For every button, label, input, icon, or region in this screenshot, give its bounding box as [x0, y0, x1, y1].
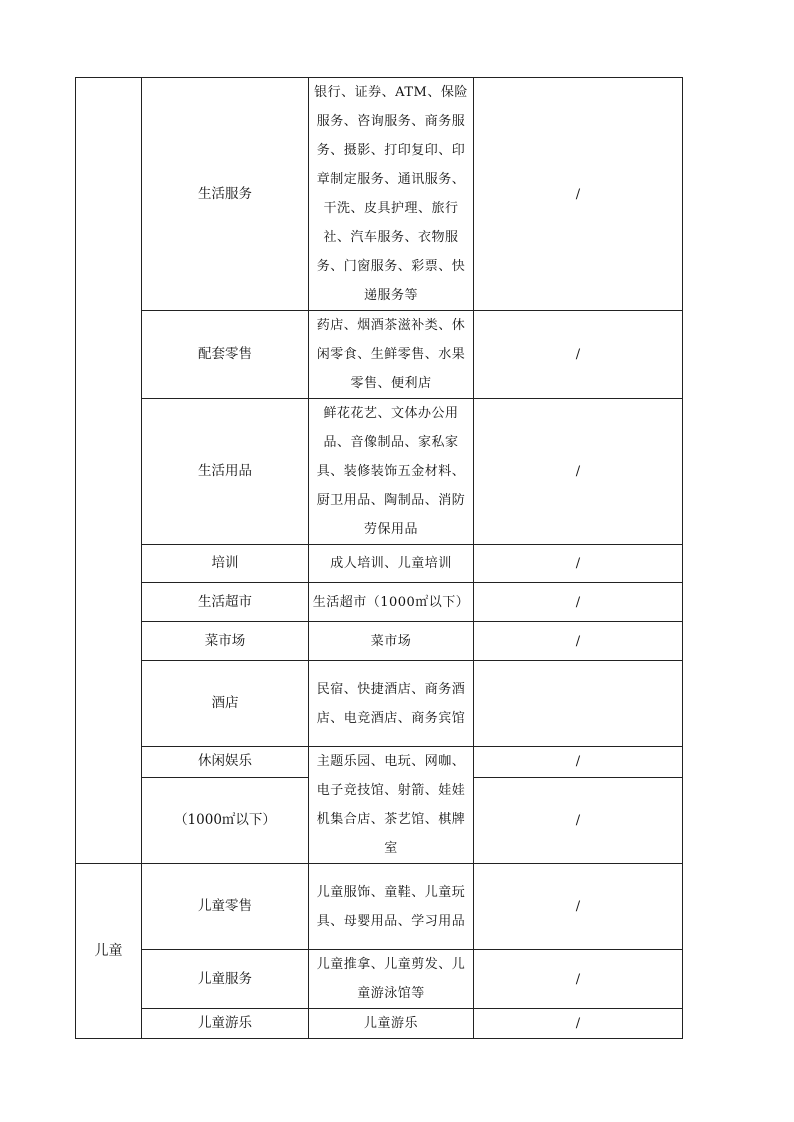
category-cell-children: 儿童: [76, 864, 142, 1039]
remark-cell: /: [474, 399, 683, 545]
business-type-cell: 生活用品: [142, 399, 309, 545]
business-desc-cell: [309, 1009, 474, 1039]
remark-cell: /: [474, 78, 683, 311]
business-desc-text: 鲜花花艺、文体办公用品、音像制品、家私家具、装修装饰五金材料、厨卫用品、陶制品、消防劳保用品: [316, 406, 466, 537]
business-type-cell: 儿童零售: [142, 864, 309, 950]
business-type-cell: 生活服务: [142, 78, 309, 311]
business-desc-text: 生活超市（1000㎡以下）: [312, 594, 470, 610]
business-desc-cell: [309, 864, 474, 950]
table-row: [76, 864, 683, 950]
remark-cell: /: [474, 311, 683, 399]
table-row: [76, 78, 683, 311]
table-row: [76, 747, 683, 778]
category-cell-top: [76, 78, 142, 864]
business-desc-text: 成人培训、儿童培训: [330, 556, 452, 571]
table-row: [76, 583, 683, 622]
table-row: [76, 950, 683, 1009]
business-desc-cell: [309, 399, 474, 545]
table-row: [76, 545, 683, 583]
business-desc-text: 菜市场: [370, 633, 412, 649]
business-desc-text: 儿童推拿、儿童剪发、儿童游泳馆等: [316, 957, 466, 1001]
business-type-cell: 儿童游乐: [142, 1009, 309, 1039]
table-row: [76, 661, 683, 747]
business-desc-cell: [309, 622, 474, 661]
business-type-cell: 菜市场: [142, 622, 309, 661]
business-type-cell: 休闲娱乐: [142, 747, 309, 778]
business-desc-text: 银行、证券、ATM、保险服务、咨询服务、商务服务、摄影、打印复印、印章制定服务、通讯服务、干洗、皮具护理、旅行社、汽车服务、衣物服务、门窗服务、彩票、快递服务等: [314, 85, 468, 303]
business-desc-text: 主题乐园、电玩、网咖、电子竞技馆、射箭、娃娃机集合店、茶艺馆、棋牌室: [316, 754, 466, 856]
business-desc-cell: [309, 583, 474, 622]
business-desc-cell: [309, 747, 474, 864]
table-row: [76, 1009, 683, 1039]
business-desc-cell: [309, 950, 474, 1009]
table-row: [76, 622, 683, 661]
remark-cell: /: [474, 950, 683, 1009]
remark-cell: /: [474, 583, 683, 622]
business-type-cell: 儿童服务: [142, 950, 309, 1009]
business-desc-text: 药店、烟酒茶滋补类、休闲零食、生鲜零售、水果零售、便利店: [316, 318, 466, 391]
business-type-cell: 生活超市: [142, 583, 309, 622]
business-type-cell: 酒店: [142, 661, 309, 747]
table-row: [76, 311, 683, 399]
remark-cell: /: [474, 864, 683, 950]
business-desc-cell: [309, 78, 474, 311]
business-type-cell: 培训: [142, 545, 309, 583]
remark-cell: /: [474, 622, 683, 661]
business-type-cell: 配套零售: [142, 311, 309, 399]
business-desc-text: 儿童游乐: [363, 1016, 418, 1031]
remark-cell: /: [474, 777, 683, 863]
remark-cell: [474, 661, 683, 747]
remark-cell: /: [474, 545, 683, 583]
business-desc-cell: [309, 545, 474, 583]
table-row: [76, 399, 683, 545]
business-category-table: [75, 77, 683, 1039]
business-desc-cell: [309, 661, 474, 747]
business-type-cell: （1000㎡以下）: [142, 777, 309, 863]
business-desc-text: 民宿、快捷酒店、商务酒店、电竞酒店、商务宾馆: [316, 681, 466, 726]
remark-cell: /: [474, 1009, 683, 1039]
remark-cell: /: [474, 747, 683, 778]
business-desc-text: 儿童服饰、童鞋、儿童玩具、母婴用品、学习用品: [316, 884, 466, 929]
business-desc-cell: [309, 311, 474, 399]
